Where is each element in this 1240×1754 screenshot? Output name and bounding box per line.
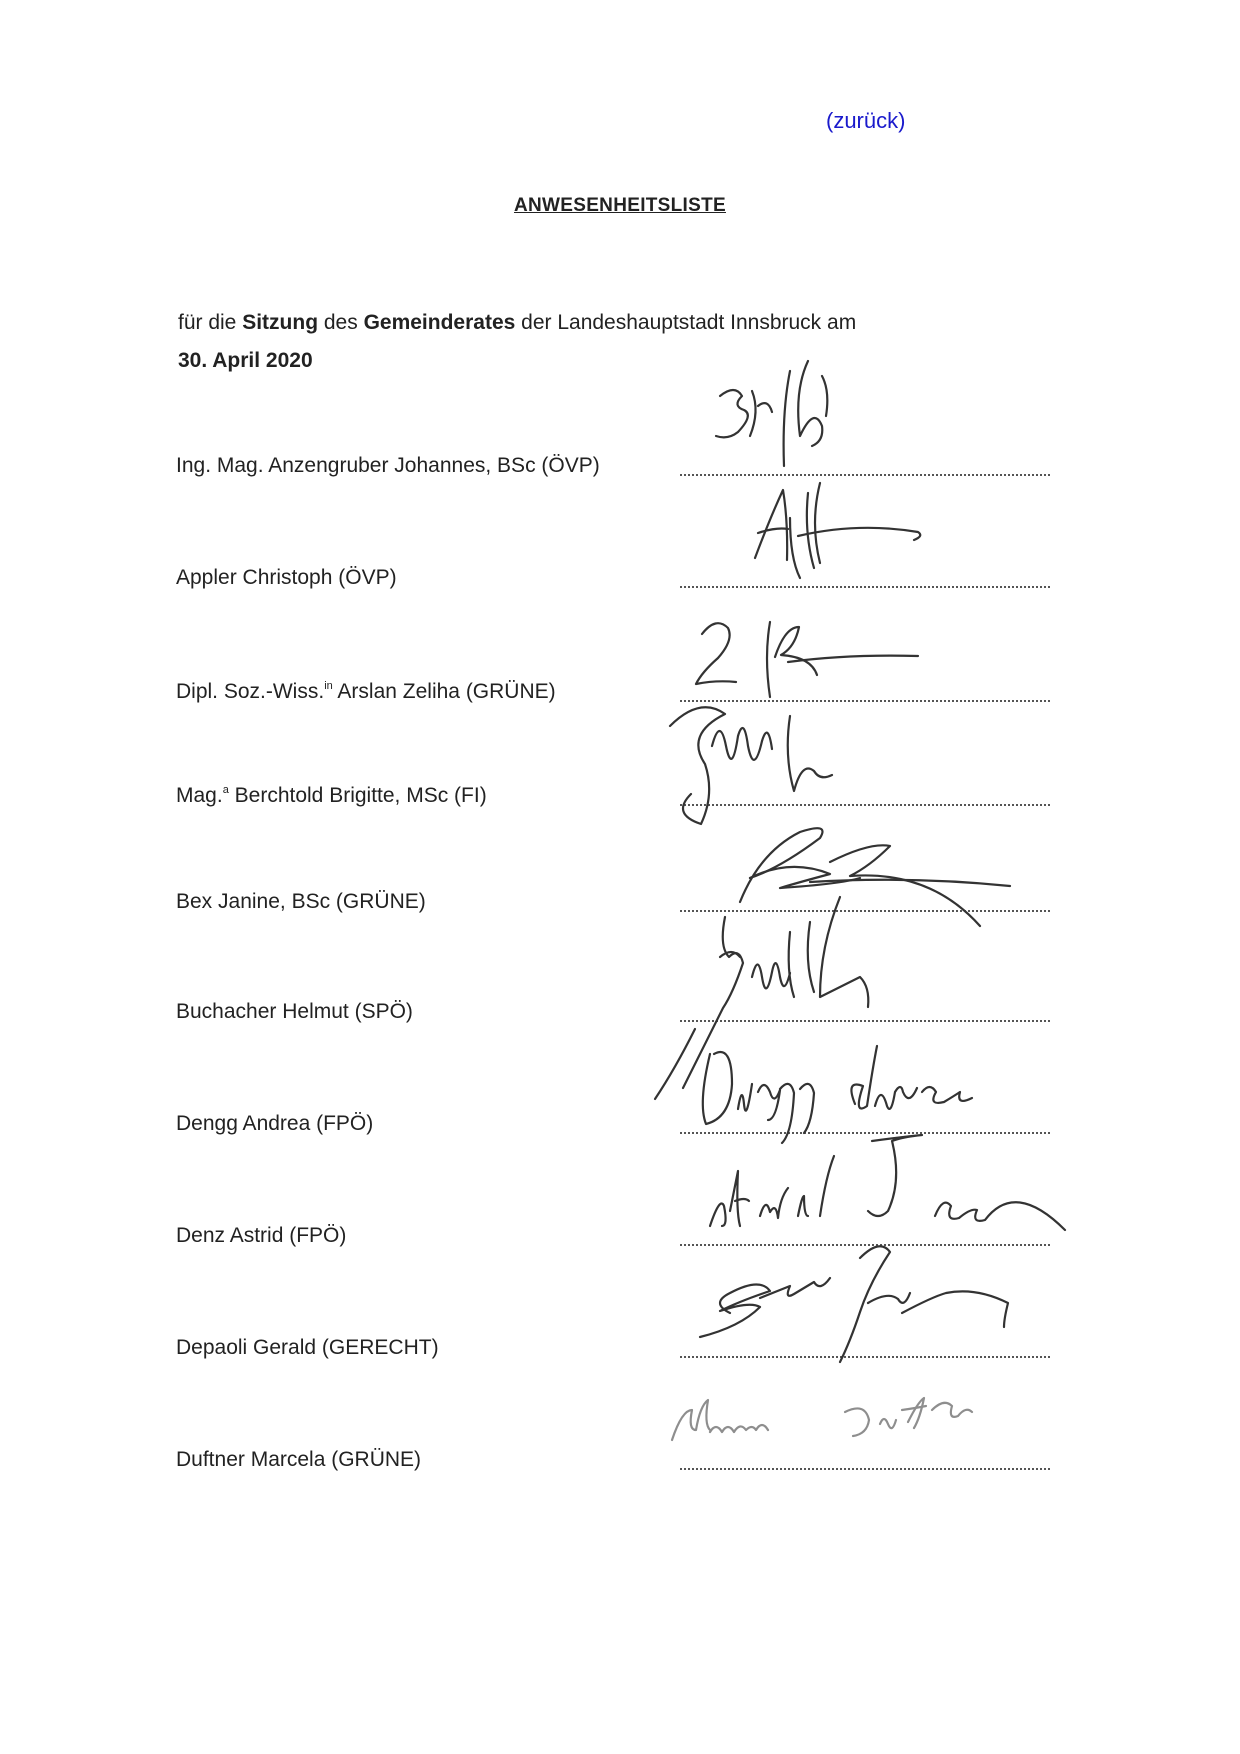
intro-session: Sitzung bbox=[242, 311, 319, 334]
attendee-name: Duftner Marcela (GRÜNE) bbox=[176, 1448, 422, 1471]
attendee-name-part: Dipl. Soz.-Wiss. bbox=[176, 680, 325, 703]
attendee-row bbox=[0, 1420, 1240, 1480]
attendee-name-part: Berchtold Brigitte, MSc (FI) bbox=[228, 784, 487, 807]
meeting-date: 30. April 2020 bbox=[178, 349, 313, 372]
intro-text-part: der Landeshauptstadt Innsbruck am bbox=[515, 311, 857, 334]
intro-council: Gemeinderates bbox=[363, 311, 516, 334]
intro-text-part: für die bbox=[178, 311, 243, 334]
attendee-name bbox=[176, 680, 556, 704]
handwritten-signature bbox=[640, 1330, 1180, 1480]
attendee-name: Appler Christoph (ÖVP) bbox=[176, 566, 397, 589]
attendee-name: Depaoli Gerald (GERECHT) bbox=[176, 1336, 439, 1359]
attendee-name: Ing. Mag. Anzengruber Johannes, BSc (ÖVP) bbox=[176, 454, 600, 477]
attendee-name-suffix: in bbox=[324, 680, 333, 692]
attendee-name: Denz Astrid (FPÖ) bbox=[176, 1224, 347, 1247]
attendee-name bbox=[176, 784, 487, 808]
attendee-name-part: Arslan Zeliha (GRÜNE) bbox=[332, 680, 556, 703]
attendee-name: Bex Janine, BSc (GRÜNE) bbox=[176, 890, 426, 913]
attendee-name-suffix: a bbox=[222, 784, 229, 796]
back-link[interactable]: (zurück) bbox=[826, 108, 906, 133]
document-title: ANWESENHEITSLISTE bbox=[513, 195, 726, 216]
attendee-name: Buchacher Helmut (SPÖ) bbox=[176, 1000, 413, 1023]
attendee-name: Dengg Andrea (FPÖ) bbox=[176, 1112, 374, 1135]
intro-text-part: des bbox=[318, 311, 364, 334]
attendee-name-part: Mag. bbox=[176, 784, 223, 807]
